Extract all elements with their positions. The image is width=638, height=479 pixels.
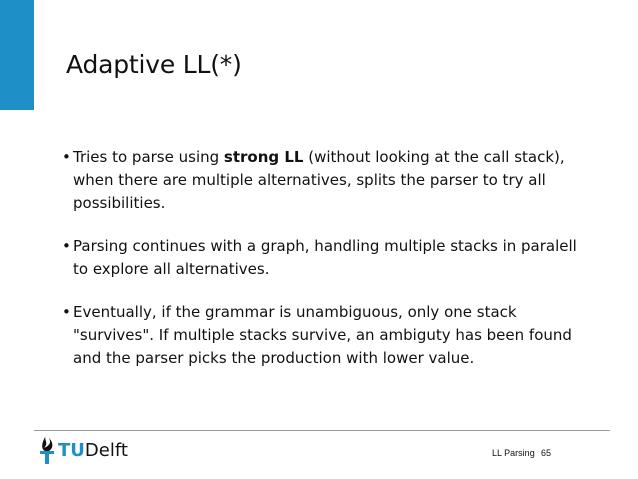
bullet-text-part: Parsing continues with a graph, handling multiple stacks in paralell to explore all alternatives. (73, 237, 577, 278)
bullet-item-1 (62, 146, 582, 215)
bullet-text-part: (without looking at the call stack), when there are multiple alternatives, splits the parser to try all possibilities. (73, 148, 565, 212)
bullet-text-part: Tries to parse using (73, 148, 224, 166)
bullet-marker: • (62, 237, 71, 255)
slide-title: Adaptive LL(*) (66, 50, 242, 79)
logo-wordmark (58, 440, 128, 466)
footer-divider (34, 430, 610, 431)
bullet-text (73, 303, 572, 367)
margin-area (0, 110, 34, 479)
bullet-item-3 (62, 301, 582, 370)
accent-bar (0, 0, 34, 110)
bullet-text (73, 237, 577, 278)
bullet-list (62, 146, 582, 390)
bullet-text-part: Eventually, if the grammar is unambiguous, only one stack "survives". If multiple stacks survive, an ambiguty has been found and the parser picks the production with lower value. (73, 303, 572, 367)
logo-tu: TU (58, 440, 85, 461)
footer-label: LL Parsing (492, 448, 535, 458)
flame-icon (36, 432, 58, 466)
bullet-text (73, 148, 565, 212)
bullet-marker: • (62, 303, 71, 321)
bullet-emphasis: strong LL (223, 148, 304, 166)
tudelft-logo (36, 432, 128, 466)
logo-delft: Delft (84, 440, 128, 461)
page-number: 65 (541, 448, 552, 458)
bullet-marker: • (62, 148, 71, 166)
bullet-item-2 (62, 235, 582, 281)
